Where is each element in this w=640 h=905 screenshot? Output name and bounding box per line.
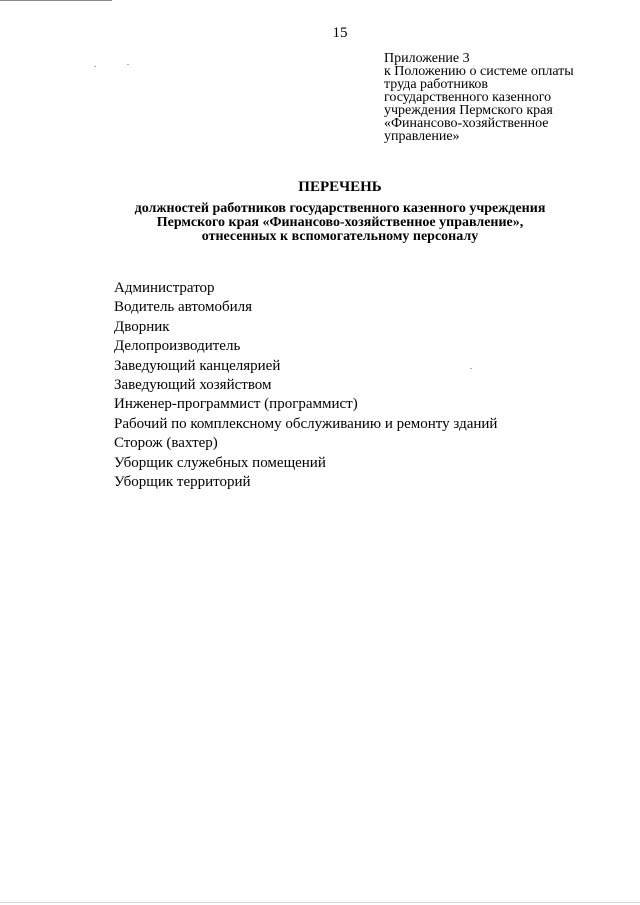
position-item: Уборщик территорий — [114, 474, 251, 491]
appendix-line: учреждения Пермского края — [384, 103, 553, 118]
positions-list — [114, 279, 497, 492]
subtitle-line: отнесенных к вспомогательному персоналу — [201, 229, 479, 244]
position-item: Заведующий хозяйством — [114, 377, 272, 394]
position-item: Администратор — [114, 280, 215, 296]
appendix-header — [384, 52, 634, 143]
position-item: Заведующий канцелярией — [114, 357, 281, 374]
document-title: ПЕРЕЧЕНЬ — [298, 179, 382, 195]
page-number: 15 — [332, 25, 348, 41]
subtitle-line: должностей работников государственного казенного учреждения — [134, 201, 546, 216]
scan-speck — [127, 64, 129, 65]
appendix-line: государственного казенного — [384, 90, 552, 105]
appendix-line: к Положению о системе оплаты — [384, 64, 574, 79]
position-item: Дворник — [114, 318, 170, 335]
position-item: Водитель автомобиля — [114, 299, 252, 316]
appendix-line: труда работников — [384, 77, 489, 92]
appendix-line: «Финансово-хозяйственное — [384, 116, 549, 131]
scan-edge-bottom — [0, 902, 640, 903]
position-item: Инженер-программист (программист) — [114, 396, 358, 413]
appendix-line: управление» — [384, 129, 460, 144]
position-item: Уборщик служебных помещений — [114, 454, 326, 471]
position-item: Рабочий по комплексному обслуживанию и ремонту зданий — [114, 415, 498, 432]
subtitle-line: Пермского края «Финансово-хозяйственное управление», — [156, 215, 524, 230]
document-subtitle — [0, 202, 640, 244]
scan-edge-top — [0, 0, 112, 1]
appendix-line: Приложение 3 — [384, 51, 470, 66]
position-item: Сторож (вахтер) — [114, 435, 218, 452]
scan-speck — [94, 66, 96, 67]
position-item: Делопроизводитель — [114, 338, 241, 355]
